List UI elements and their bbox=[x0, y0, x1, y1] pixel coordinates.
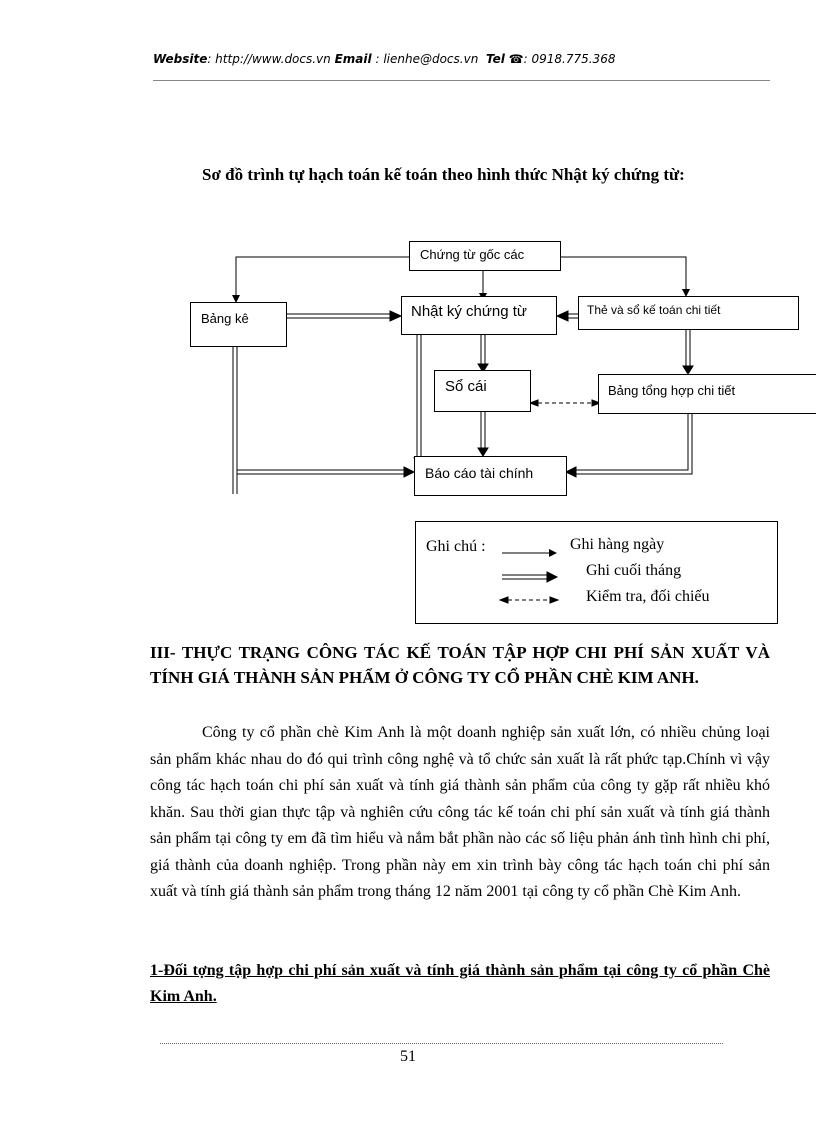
box-listing: Bảng kê bbox=[190, 302, 287, 347]
page-number: 51 bbox=[400, 1048, 416, 1065]
legend-double-arrow bbox=[502, 575, 549, 579]
box-journal-vouchers: Nhật ký chứng từ bbox=[401, 296, 557, 335]
box-detail-ledger: Thẻ và sổ kế toán chi tiết bbox=[578, 296, 799, 330]
arrow-journal-to-report bbox=[417, 335, 421, 460]
box-financial-report: Báo cáo tài chính bbox=[414, 456, 567, 496]
box-detail-summary: Bảng tổng hợp chi tiết bbox=[598, 374, 816, 414]
arrow-listing-to-journal bbox=[287, 314, 396, 318]
subsection-heading: 1-Đối tợng tập hợp chi phí sản xuất và tính giá thành sản phẩm tại công ty cổ phần Chè Kim Anh. bbox=[150, 962, 770, 1005]
legend-label: Ghi chú : bbox=[426, 538, 486, 555]
arrow-summary-to-report bbox=[573, 414, 692, 474]
box-source-documents: Chứng từ gốc các bbox=[409, 241, 561, 271]
website-value: : http://www.docs.vn bbox=[207, 52, 331, 66]
arrow-listing-to-report bbox=[233, 329, 237, 494]
arrow-source-to-listing bbox=[236, 257, 409, 302]
diagram-title: Sơ đồ trình tự hạch toán kế toán theo hình thức Nhật ký chứng từ: bbox=[202, 165, 685, 184]
legend-reconcile: Kiểm tra, đối chiếu bbox=[586, 588, 710, 605]
arrow-source-to-detail bbox=[561, 257, 686, 296]
body-paragraph: Công ty cổ phần chè Kim Anh là một doanh nghiệp sản xuất lớn, có nhiều chủng loại sản phẩm khác nhau do đó qui trình công nghệ và tổ chức sản xuất là rất phức tạp.Chính vì vậy công tác hạch toán chi phí sản xuất và tính giá thành sản phẩm của công ty gặp rất nhiều khó khăn. Sau thời gian thực tập và nghiên cứu công tác kế toán chi phí sản xuất và tính giá thành sản phẩm tại công ty em đã tìm hiểu và nắm bắt phần nào các số liệu phản ánh tình hình chi phí, giá thành của doanh nghiệp. Trong phần này em xin trình bày công tác hạch toán chi phí sản xuất và tính giá thành sản phẩm trong tháng 12 năm 2001 tại công ty cổ phần Chè Kim Anh. bbox=[150, 724, 770, 900]
tel-label: Tel bbox=[485, 52, 505, 66]
footer-divider bbox=[160, 1043, 723, 1044]
website-label: Website bbox=[153, 52, 208, 66]
phone-icon: ☎ bbox=[508, 52, 524, 66]
tel-value: : 0918.775.368 bbox=[523, 52, 616, 66]
arrow-detail-to-summary bbox=[686, 329, 690, 368]
legend-month-end: Ghi cuối tháng bbox=[586, 562, 682, 579]
arrow-journal-to-ledger bbox=[481, 335, 485, 366]
arrow-ledger-to-report bbox=[481, 412, 485, 450]
box-general-ledger: Sổ cái bbox=[434, 370, 531, 412]
email-label: Email bbox=[334, 52, 372, 66]
section-heading: III- THỰC TRẠNG CÔNG TÁC KẾ TOÁN TẬP HỢP CHI PHÍ SẢN XUẤT VÀ TÍNH GIÁ THÀNH SẢN PHẨM Ở CÔNG TY CỔ PHẦN CHÈ KIM ANH. bbox=[150, 643, 770, 687]
legend-daily: Ghi hàng ngày bbox=[570, 536, 665, 553]
email-value: : lienhe@docs.vn bbox=[375, 52, 479, 66]
diagram-legend bbox=[415, 521, 778, 624]
